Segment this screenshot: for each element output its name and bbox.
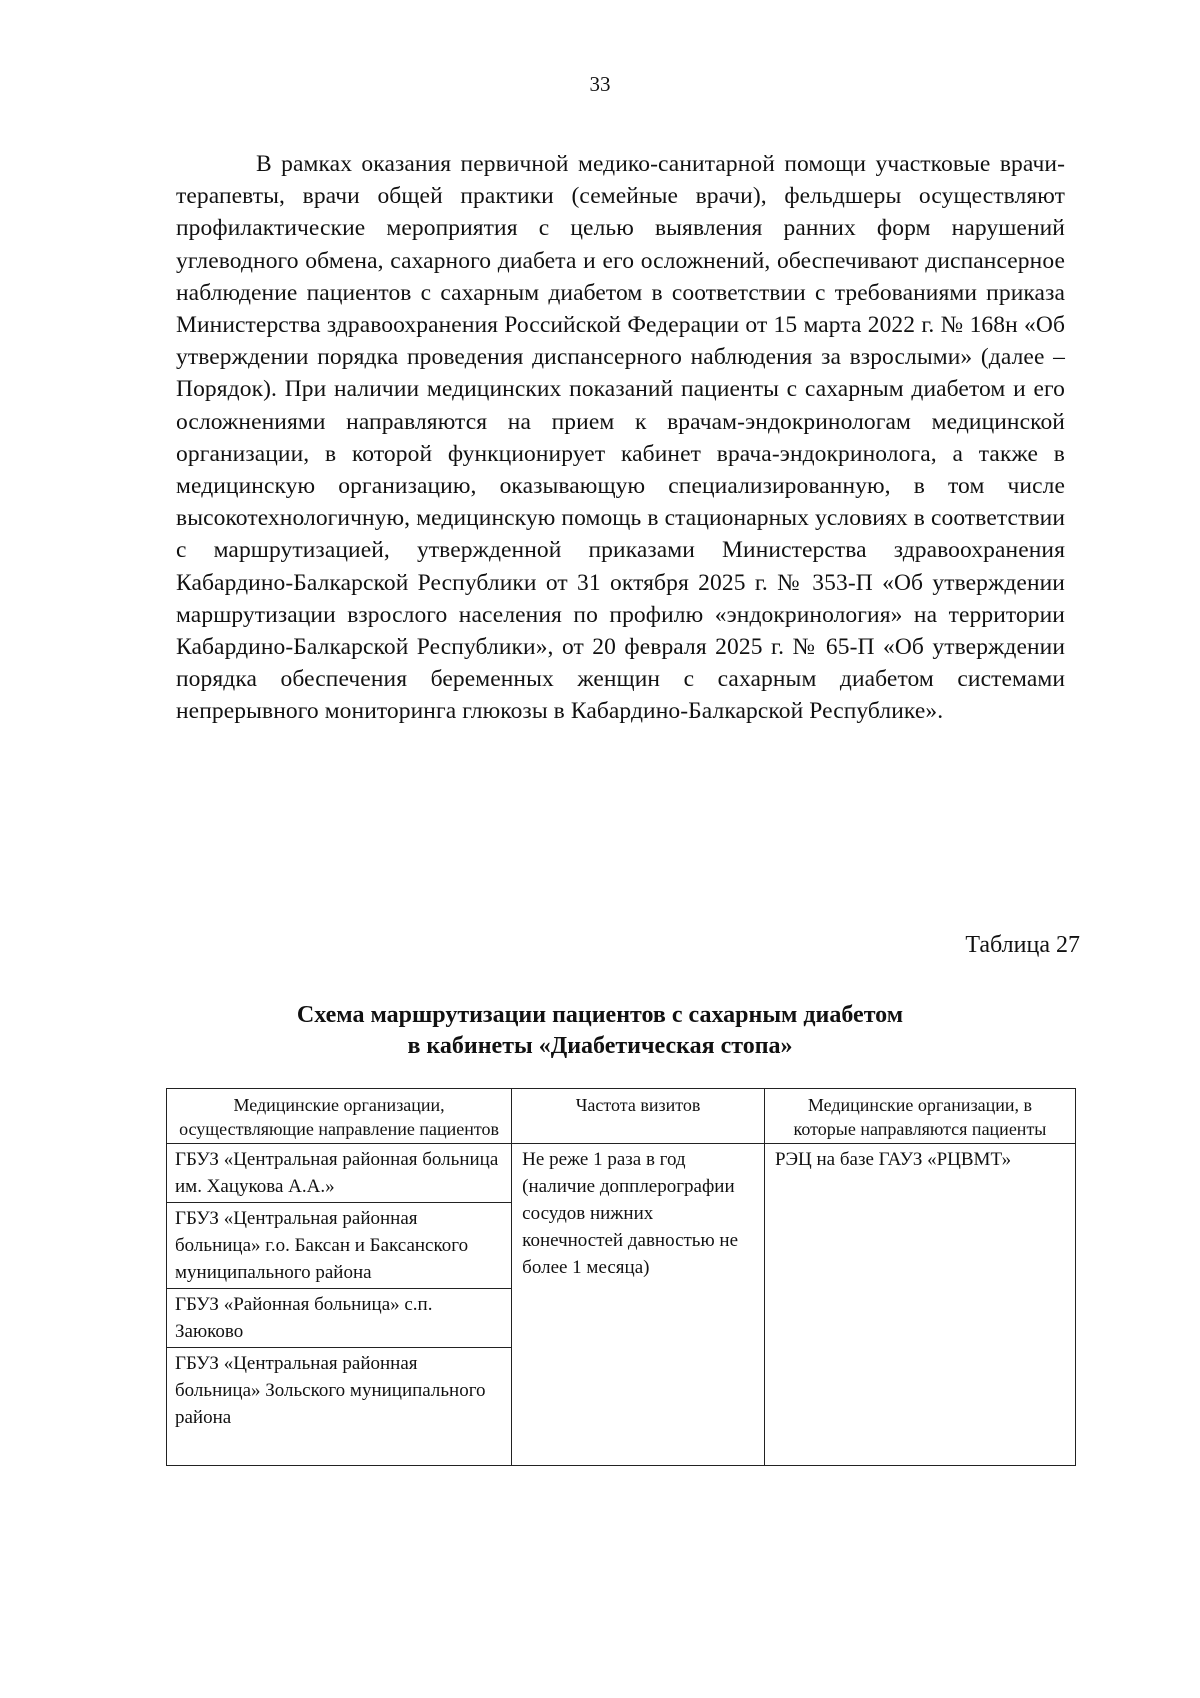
table-header-row: [167, 1089, 1076, 1144]
table-title-line-1: Схема маршрутизации пациентов с сахарным диабетом: [296, 1002, 904, 1028]
page-number: 33: [589, 72, 611, 96]
destination-organization-cell: РЭЦ на базе ГАУЗ «РЦВМТ»: [764, 1144, 1075, 1466]
visit-frequency-cell: Не реже 1 раза в год (наличие допплерографии сосудов нижних конечностей давностью не более 1 месяца): [512, 1144, 765, 1466]
table-title: [160, 1000, 1040, 1062]
table-number: Таблица 27: [965, 932, 1080, 958]
header-destination-organizations: Медицинские организации, в которые направляются пациенты: [764, 1089, 1075, 1144]
routing-table: [166, 1088, 1076, 1466]
table-row: [167, 1144, 1076, 1466]
referring-organization-4: ГБУЗ «Центральная районная больница» Зольского муниципального района: [175, 1353, 486, 1428]
table-title-line-2: в кабинеты «Диабетическая стопа»: [407, 1033, 793, 1059]
body-paragraph: В рамках оказания первичной медико-санитарной помощи участковые врачи-терапевты, врачи общей практики (семейные врачи), фельдшеры осуществляют профилактические мероприятия с целью выявления ранних форм нарушений углеводного обмена, сахарного диабета и его осложнений, обеспечивают диспансерное наблюдение пациентов с сахарным диабетом в соответствии с требованиями приказа Министерства здравоохранения Российской Федерации от 15 марта 2022 г. № 168н «Об утверждении порядка проведения диспансерного наблюдения за взрослыми» (далее – Порядок). При наличии медицинских показаний пациенты с сахарным диабетом и его осложнениями направляются на прием к врачам-эндокринологам медицинской организации, в которой функционирует кабинет врача-эндокринолога, а также в медицинскую организацию, оказывающую специализированную, в том числе высокотехнологичную, медицинскую помощь в стационарных условиях в соответствии с маршрутизацией, утвержденной приказами Министерства здравоохранения Кабардино-Балкарской Республики от 31 октября 2025 г. № 353-П «Об утверждении маршрутизации взрослого населения по профилю «эндокринология» на территории Кабардино-Балкарской Республики», от 20 февраля 2025 г. № 65-П «Об утверждении порядка обеспечения беременных женщин с сахарным диабетом системами непрерывного мониторинга глюкозы в Кабардино-Балкарской Республике».: [176, 151, 1065, 725]
referring-organization-1: ГБУЗ «Центральная районная больница им. Хацукова А.А.»: [167, 1144, 511, 1203]
referring-organization-3: ГБУЗ «Районная больница» с.п. Заюково: [167, 1289, 511, 1348]
referring-organization-2: ГБУЗ «Центральная районная больница» г.о. Баксан и Баксанского муниципального района: [167, 1203, 511, 1289]
referring-organizations-cell: [167, 1144, 512, 1466]
header-referring-organizations: Медицинские организации, осуществляющие направление пациентов: [167, 1089, 512, 1144]
header-visit-frequency: Частота визитов: [512, 1089, 765, 1144]
